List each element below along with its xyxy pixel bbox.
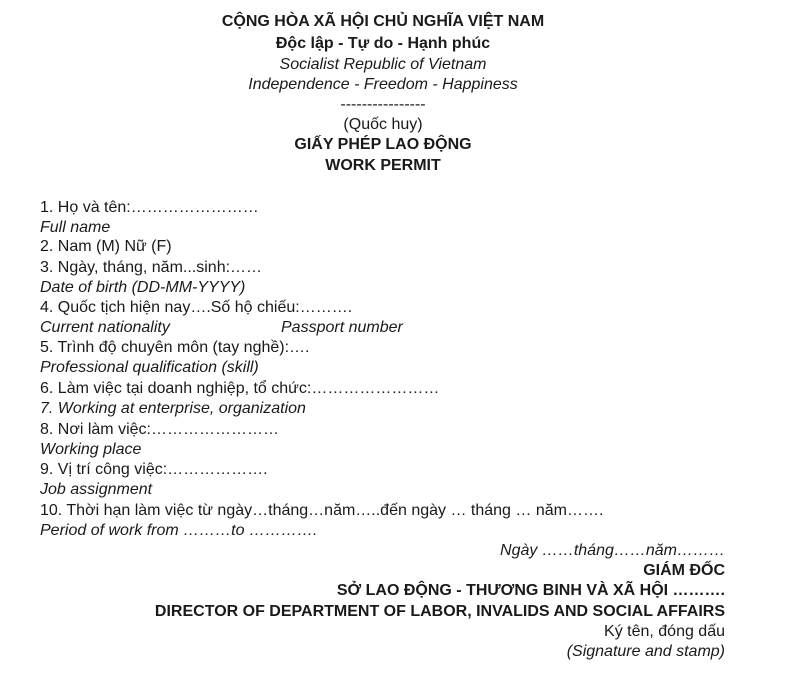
field-qualification-vi: 5. Trình độ chuyên môn (tay nghề):…. [40,339,310,356]
motto-en: Independence - Freedom - Happiness [248,76,518,93]
field-enterprise-en: 7. Working at enterprise, organization [40,400,306,417]
field-passport-en: Passport number [281,319,403,336]
field-workplace-vi: 8. Nơi làm việc:…………………… [40,421,279,438]
issue-date-line: Ngày ……tháng……năm……… [500,542,725,559]
title-vi: GIẤY PHÉP LAO ĐỘNG [294,136,472,153]
field-dob-vi: 3. Ngày, tháng, năm...sinh:…… [40,259,263,276]
signature-note-vi: Ký tên, đóng dấu [604,623,725,640]
department-name-vi: SỞ LAO ĐỘNG - THƯƠNG BINH VÀ XÃ HỘI ………. [336,582,725,599]
national-emblem-note: (Quốc huy) [343,116,423,133]
field-position-en: Job assignment [40,481,153,498]
field-full-name-vi: 1. Họ và tên:…………………… [40,199,259,216]
field-gender-vi: 2. Nam (M) Nữ (F) [40,238,172,255]
signature-note-en: (Signature and stamp) [566,643,725,660]
field-qualification-en: Professional qualification (skill) [40,359,259,376]
field-period-en: Period of work from ………to …………. [40,522,318,539]
field-full-name-en: Full name [40,219,111,236]
field-nationality-vi: 4. Quốc tịch hiện nay….Số hộ chiếu:………. [40,299,353,316]
title-en: WORK PERMIT [325,157,441,174]
field-workplace-en: Working place [40,441,142,458]
field-dob-en: Date of birth (DD-MM-YYYY) [40,279,246,296]
field-enterprise-vi: 6. Làm việc tại doanh nghiệp, tổ chức:…………………… [40,380,440,397]
header-divider: ---------------- [340,96,426,113]
motto-vi: Độc lập - Tự do - Hạnh phúc [275,35,491,52]
field-period-vi: 10. Thời hạn làm việc từ ngày…tháng…năm…..đến ngày … tháng … năm……. [40,502,604,519]
country-name-vi: CỘNG HÒA XÃ HỘI CHỦ NGHĨA VIỆT NAM [221,13,545,30]
field-position-vi: 9. Vị trí công việc:………………. [40,461,268,478]
department-name-en: DIRECTOR OF DEPARTMENT OF LABOR, INVALIDS AND SOCIAL AFFAIRS [154,603,725,620]
country-name-en: Socialist Republic of Vietnam [279,56,487,73]
field-nationality-en: Current nationality [40,319,170,336]
director-title-vi: GIÁM ĐỐC [643,562,725,579]
